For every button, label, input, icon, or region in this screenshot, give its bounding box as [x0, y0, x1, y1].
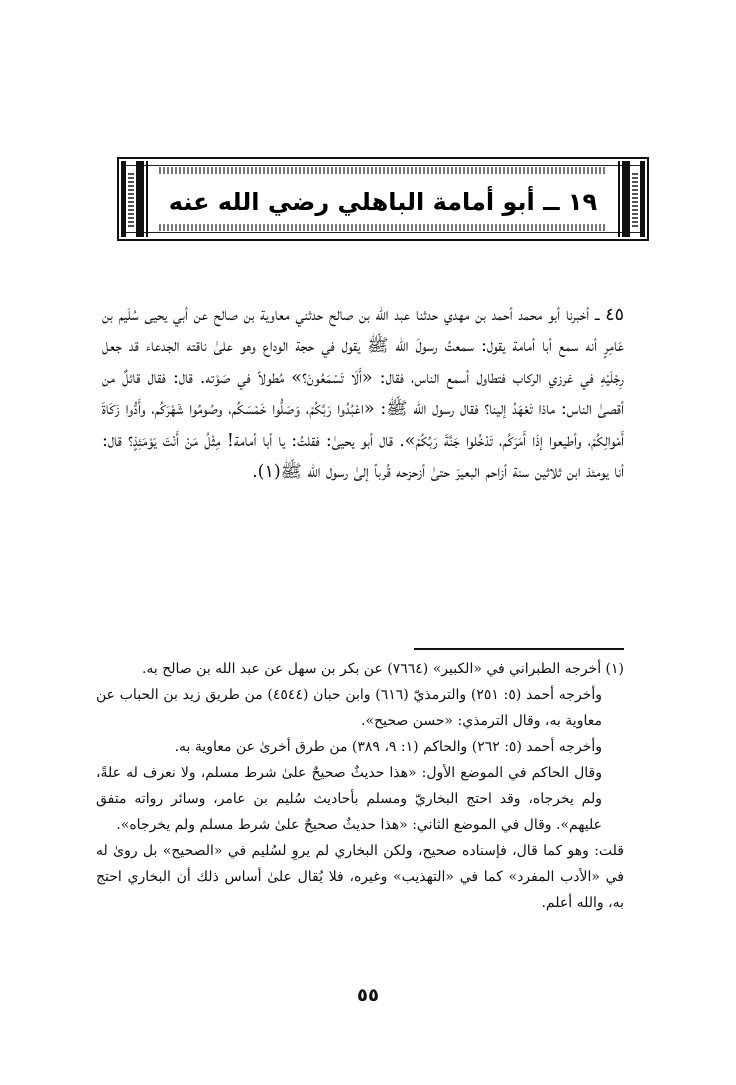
pillar-shade	[128, 171, 134, 227]
pillar-bar	[618, 161, 620, 237]
footnote-paragraph: (١) أخرجه الطبراني في «الكبير» (٧٦٦٤) عن بكر بن سهل عن عبد الله بن صالح به.	[141, 661, 624, 677]
pillar-shade	[632, 171, 638, 227]
chapter-title-frame	[117, 157, 649, 241]
frame-ornament-bottom	[159, 224, 607, 231]
pillar-bar	[146, 161, 148, 237]
pillar-bar	[121, 161, 126, 237]
pillar-bar	[622, 161, 630, 237]
hadith-text: ٤٥ ــ أخبرنا أبو محمد أحمد بن مهدي حدثنا عبد الله بن صالح حدثني معاوية بن صالح عن أبي يحيى سُلَيم بن عَامِرٍ أنه سمع أبا أمامة يقول: سمعتُ رسولَ الله ﷺ يقول في حجة الوداع وهو علىٰ ناقته الجدعاء قد جعل رِجْلَيْهِ في غرزي الركاب فتطاول أسمع الناس، فقال: «أَلَا تَسْمَعُونَ؟» مُطولاً في صَوْته. قال: فقال قائلٌ من أقصىٰ الناس: ماذا تَعْهَدُ إلينا؟ فقال رسول الله ﷺ: «اعْبُدُوا رَبَّكُمْ، وَصَلُّوا خَمْسَكُم، وصُومُوا شَهْرَكُم، وأَدُّوا زَكَاةَ أَمْوالِكُمْ، وأطيعوا إذَا أَمَرَكُم، تَدْخُلوا جَنَّةَ رَبِّكُمْ». قال أبو يحيىٰ: فقلتُ: يا أبا أمامة! مِثْلُ مَنْ أَنْتَ يَوْمَئِذٍ؟ قال: أنا يومئذ ابن ثلاثين سنة أزاحم البعيرَ حتىٰ أزحزحه قُرباً إلىٰ رسول الله ﷺ(١).	[102, 305, 624, 483]
frame-ornament-top	[159, 167, 607, 174]
footnote-paragraph: وقال الحاكم في الموضع الأول: «هذا حديثٌ صحيحٌ علىٰ شرط مسلم، ولا نعرف له علةً، ولم يخرجاه، وقد احتج البخاريّ ومسلم بأحاديث سُليم بن عامر، وسائر رواته متفق عليهم». وقال في الموضع الثاني: «هذا حديثٌ صحيحٌ علىٰ شرط مسلم ولم يخرجاه».	[96, 765, 602, 833]
footnote-paragraph: وأخرجه أحمد (٥: ٢٥١) والترمذيّ (٦١٦) وابن حبان (٤٥٤٤) من طريق زيد بن الحباب عن معاوية به، وقال الترمذي: «حسن صحيح».	[96, 687, 602, 729]
page-number: ٥٥	[357, 985, 379, 1006]
frame-pillar-left	[121, 161, 151, 237]
frame-pillar-right	[615, 161, 645, 237]
pillar-bar	[640, 161, 645, 237]
pillar-bar	[136, 161, 144, 237]
footnote-paragraph: قلت: وهو كما قال، فإسناده صحيح، ولكن البخاري لم يروِ لسُليم في «الصحيح» بل روىٰ له في «الأدب المفرد» كما في «التهذيب» وغيره، فلا يُقال علىٰ أساس ذلك أن البخاري احتج به، والله أعلم.	[96, 843, 624, 911]
chapter-title: ١٩ ــ أبو أمامة الباهلي رضي الله عنه	[168, 188, 598, 216]
footnote-paragraph: وأخرجه أحمد (٥: ٢٦٢) والحاكم (١: ٩، ٣٨٩) من طرق أخرىٰ عن معاوية به.	[174, 739, 602, 755]
footnotes	[96, 656, 624, 916]
footnote-separator	[414, 648, 624, 650]
